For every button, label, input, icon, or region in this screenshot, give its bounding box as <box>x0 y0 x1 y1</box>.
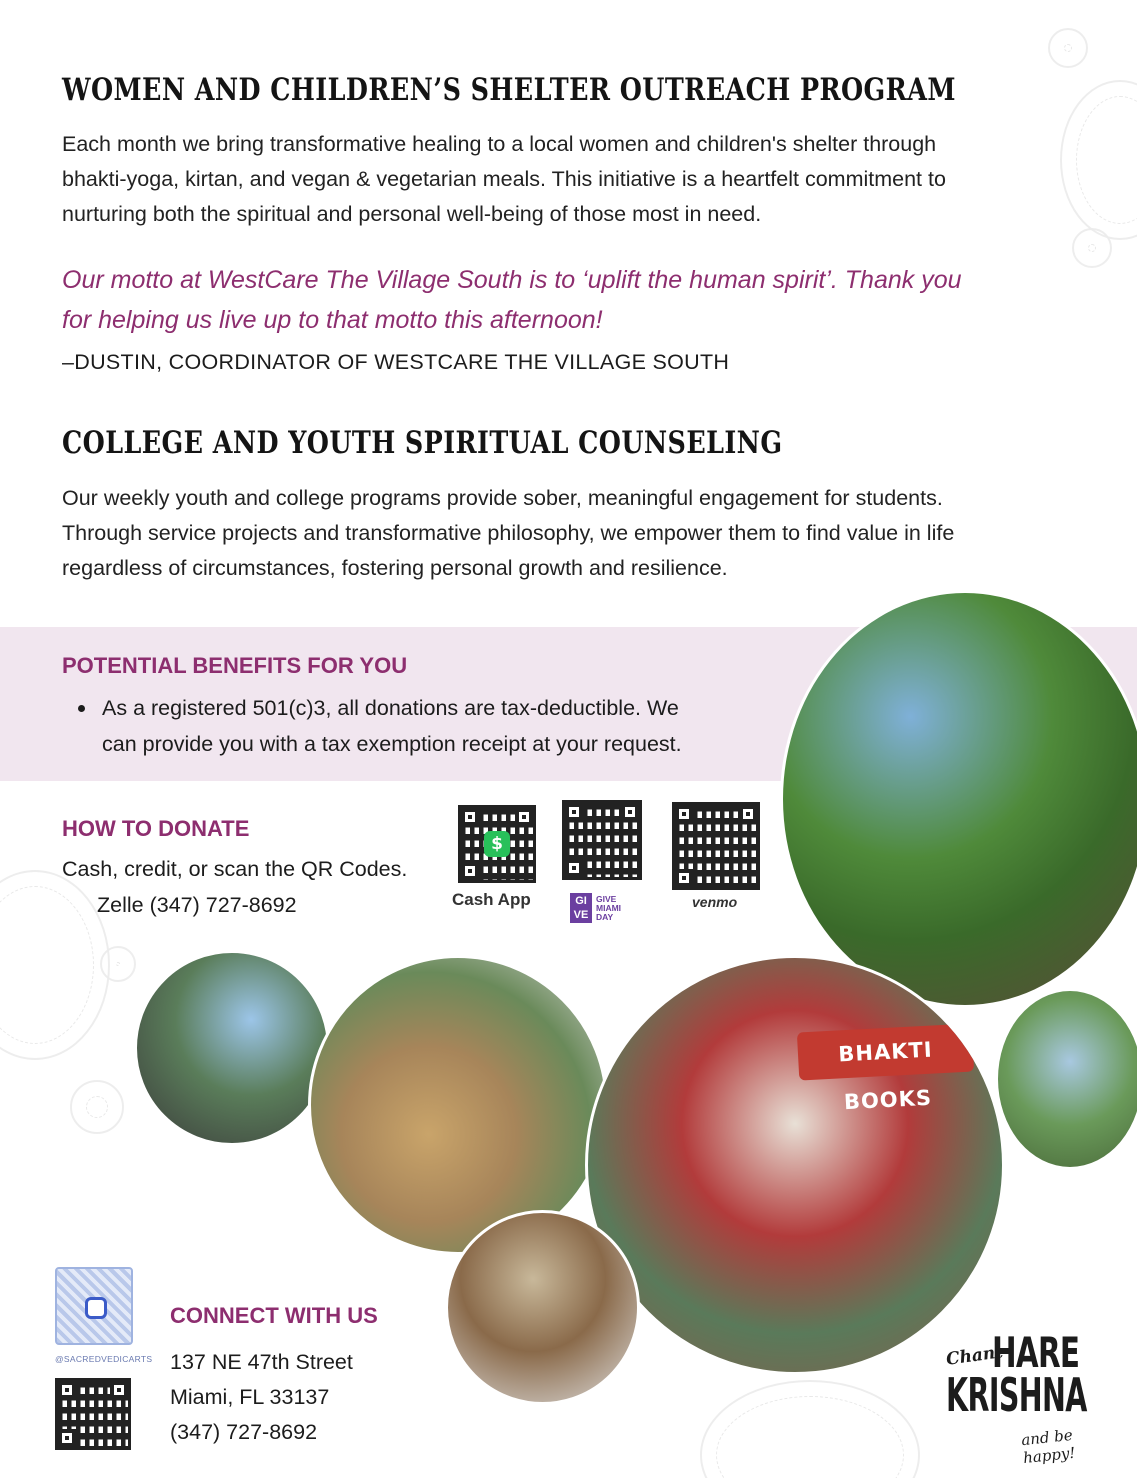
qr-finder-icon <box>675 805 693 823</box>
text-line: As a registered 501(c)3, all donations are tax-deductible. We <box>102 696 679 720</box>
qr-finder-icon <box>515 808 533 826</box>
section-heading-shelter: WOMEN AND CHILDREN’S SHELTER OUTREACH PROGRAM <box>62 72 956 108</box>
givemiami-qr-code[interactable] <box>562 800 642 880</box>
donate-title: HOW TO DONATE <box>62 816 250 841</box>
social-handle: @SACREDVEDICARTS <box>55 1354 153 1364</box>
qr-finder-icon <box>110 1381 128 1399</box>
zelle-info: Zelle (347) 727-8692 <box>97 893 297 917</box>
testimonial-quote <box>62 260 1052 340</box>
logo-happy: and be happy! <box>1020 1425 1077 1468</box>
text-line: Each month we bring transformative healing to a local women and children's shelter through <box>62 132 937 156</box>
photo-kirtan-park <box>995 988 1137 1170</box>
text-line: can provide you with a tax exemption receipt at your request. <box>102 732 682 756</box>
gmd-text: GIVE MIAMI DAY <box>596 893 622 922</box>
gmd-mark: GI VE <box>570 893 592 923</box>
benefits-title: POTENTIAL BENEFITS FOR YOU <box>62 653 408 678</box>
qr-finder-icon <box>461 808 479 826</box>
quote-line: Our motto at WestCare The Village South is to ‘uplift the human spirit’. Thank you <box>62 266 962 294</box>
logo-chant: Chant <box>944 1342 1005 1370</box>
logo-krishna: KRISHNA <box>946 1368 1087 1422</box>
logo-hare: HARE <box>992 1328 1080 1377</box>
venmo-qr-code[interactable] <box>672 802 760 890</box>
qr-finder-icon <box>565 803 583 821</box>
cashapp-label: Cash App <box>452 890 531 909</box>
floral-ornament <box>1072 228 1112 268</box>
instagram-icon <box>85 1297 107 1319</box>
address-city: Miami, FL 33137 <box>170 1385 330 1409</box>
section-heading-college: COLLEGE AND YOUTH SPIRITUAL COUNSELING <box>62 425 783 461</box>
cashapp-qr-code[interactable] <box>458 805 536 883</box>
chant-hare-krishna-logo <box>944 1328 1121 1468</box>
bhakti-books-banner: BHAKTI BOOKS <box>797 1023 974 1080</box>
qr-finder-icon <box>675 869 693 887</box>
qr-finder-icon <box>461 862 479 880</box>
floral-ornament <box>700 1380 920 1478</box>
give-miami-day-logo <box>570 893 630 923</box>
qr-finder-icon <box>565 859 583 877</box>
text-line: regardless of circumstances, fostering personal growth and resilience. <box>62 556 728 580</box>
qr-finder-icon <box>58 1429 76 1447</box>
qr-finder-icon <box>58 1381 76 1399</box>
floral-ornament <box>100 946 136 982</box>
photo-street-outreach <box>134 950 330 1146</box>
qr-finder-icon <box>621 803 639 821</box>
contact-phone[interactable]: (347) 727-8692 <box>170 1420 318 1444</box>
photo-food-truck-event <box>780 590 1137 1008</box>
address-street: 137 NE 47th Street <box>170 1350 353 1374</box>
instagram-qr-code[interactable] <box>55 1267 133 1345</box>
college-description <box>62 481 1102 586</box>
floral-ornament <box>1048 28 1088 68</box>
photo-meal-preparation <box>308 955 608 1255</box>
text-line: nurturing both the spiritual and personal well-being of those most in need. <box>62 202 762 226</box>
whatsapp-qr-code[interactable] <box>55 1378 131 1450</box>
floral-ornament <box>70 1080 124 1134</box>
connect-title: CONNECT WITH US <box>170 1303 378 1328</box>
floral-ornament <box>0 870 110 1060</box>
benefits-list <box>62 690 782 762</box>
quote-attribution: –DUSTIN, COORDINATOR OF WESTCARE THE VILLAGE SOUTH <box>62 350 730 374</box>
donate-methods: Cash, credit, or scan the QR Codes. <box>62 857 408 881</box>
venmo-label: venmo <box>692 894 738 910</box>
quote-line: for helping us live up to that motto this afternoon! <box>62 306 603 334</box>
photo-book-table <box>585 955 1005 1375</box>
benefit-item <box>62 690 782 762</box>
text-line: Our weekly youth and college programs provide sober, meaningful engagement for students. <box>62 486 943 510</box>
cashapp-dollar-icon: $ <box>484 831 510 857</box>
photo-prasadam-meal <box>445 1210 640 1405</box>
text-line: Through service projects and transformative philosophy, we empower them to find value in life <box>62 521 955 545</box>
shelter-description <box>62 127 1102 232</box>
text-line: bhakti-yoga, kirtan, and vegan & vegetarian meals. This initiative is a heartfelt commitment to <box>62 167 946 191</box>
qr-finder-icon <box>739 805 757 823</box>
